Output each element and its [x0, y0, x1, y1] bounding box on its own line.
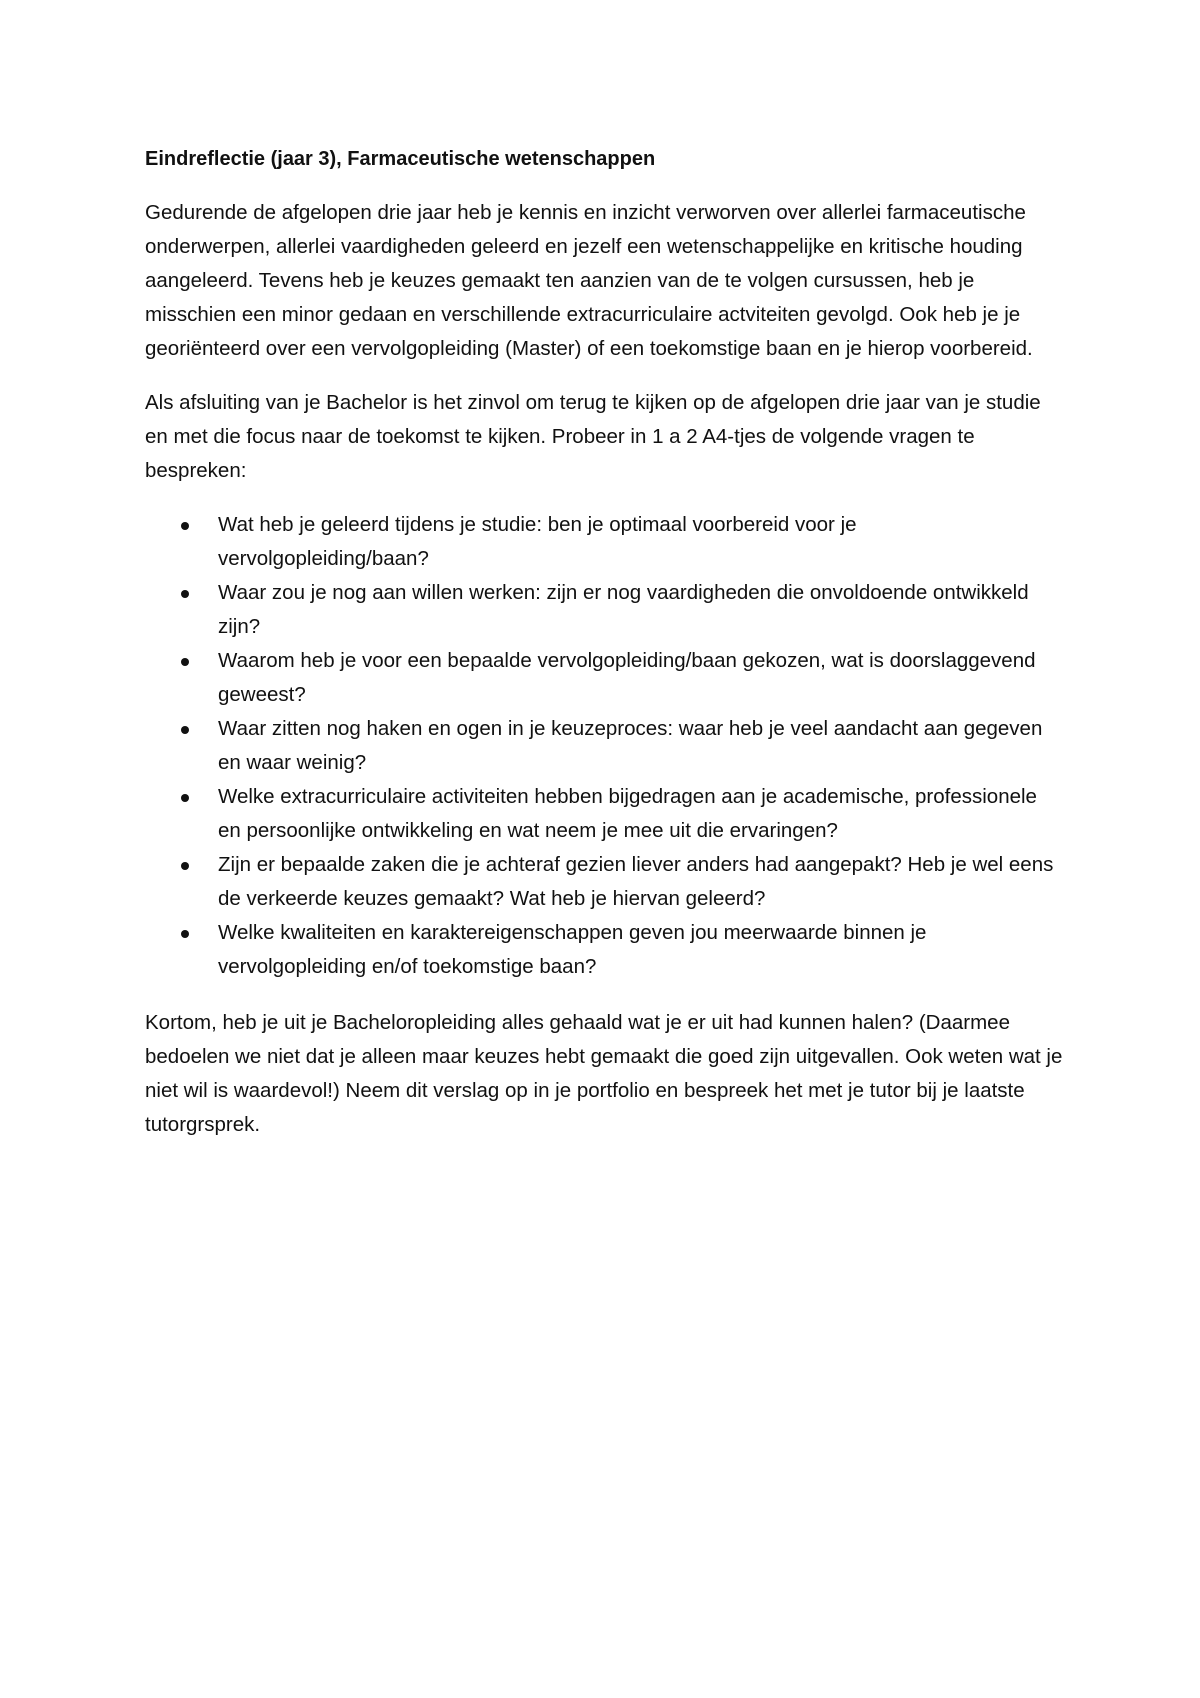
document-page: [145, 144, 1065, 1162]
bullet-icon: [181, 794, 189, 802]
question-list: [145, 508, 1065, 984]
question-item: [145, 712, 1065, 780]
question-text: Waar zou je nog aan willen werken: zijn er nog vaardigheden die onvoldoende ontwikkeld zijn?: [218, 581, 1029, 638]
bullet-icon: [181, 522, 189, 530]
question-item: [145, 916, 1065, 984]
bullet-icon: [181, 658, 189, 666]
question-item: [145, 644, 1065, 712]
question-text: Zijn er bepaalde zaken die je achteraf gezien liever anders had aangepakt? Heb je wel eens de verkeerde keuzes gemaakt? Wat heb je hiervan geleerd?: [218, 853, 1054, 910]
instruction-paragraph: Als afsluiting van je Bachelor is het zinvol om terug te kijken op de afgelopen drie jaar van je studie en met die focus naar de toekomst te kijken. Probeer in 1 a 2 A4-tjes de volgende vragen te bespreken:: [145, 391, 1041, 482]
question-text: Welke extracurriculaire activiteiten hebben bijgedragen aan je academische, professionele en persoonlijke ontwikkeling en wat neem je mee uit die ervaringen?: [218, 785, 1037, 842]
question-item: [145, 576, 1065, 644]
question-item: [145, 848, 1065, 916]
closing-paragraph: Kortom, heb je uit je Bacheloropleiding alles gehaald wat je er uit had kunnen halen? (Daarmee bedoelen we niet dat je alleen maar keuzes hebt gemaakt die goed zijn uitgevallen. Ook weten wat je niet wil is waardevol!) Neem dit verslag op in je portfolio en bespreek het met je tutor bij je laatste tutorgrsprek.: [145, 1011, 1063, 1136]
question-text: Welke kwaliteiten en karaktereigenschappen geven jou meerwaarde binnen je vervolgopleiding en/of toekomstige baan?: [218, 921, 927, 978]
question-item: [145, 780, 1065, 848]
bullet-icon: [181, 726, 189, 734]
document-title: Eindreflectie (jaar 3), Farmaceutische wetenschappen: [145, 148, 656, 170]
bullet-icon: [181, 862, 189, 870]
question-item: [145, 508, 1065, 576]
question-text: Waarom heb je voor een bepaalde vervolgopleiding/baan gekozen, wat is doorslaggevend geweest?: [218, 649, 1036, 706]
intro-paragraph: Gedurende de afgelopen drie jaar heb je kennis en inzicht verworven over allerlei farmaceutische onderwerpen, allerlei vaardigheden geleerd en jezelf een wetenschappelijke en kritische houding aangeleerd. Tevens heb je keuzes gemaakt ten aanzien van de te volgen cursussen, heb je misschien een minor gedaan en verschillende extracurriculaire actviteiten gevolgd. Ook heb je je georiënteerd over een vervolgopleiding (Master) of een toekomstige baan en je hierop voorbereid.: [145, 201, 1033, 360]
question-text: Waar zitten nog haken en ogen in je keuzeproces: waar heb je veel aandacht aan gegeven en waar weinig?: [218, 717, 1043, 774]
bullet-icon: [181, 590, 189, 598]
question-text: Wat heb je geleerd tijdens je studie: ben je optimaal voorbereid voor je vervolgopleiding/baan?: [218, 513, 857, 570]
bullet-icon: [181, 930, 189, 938]
